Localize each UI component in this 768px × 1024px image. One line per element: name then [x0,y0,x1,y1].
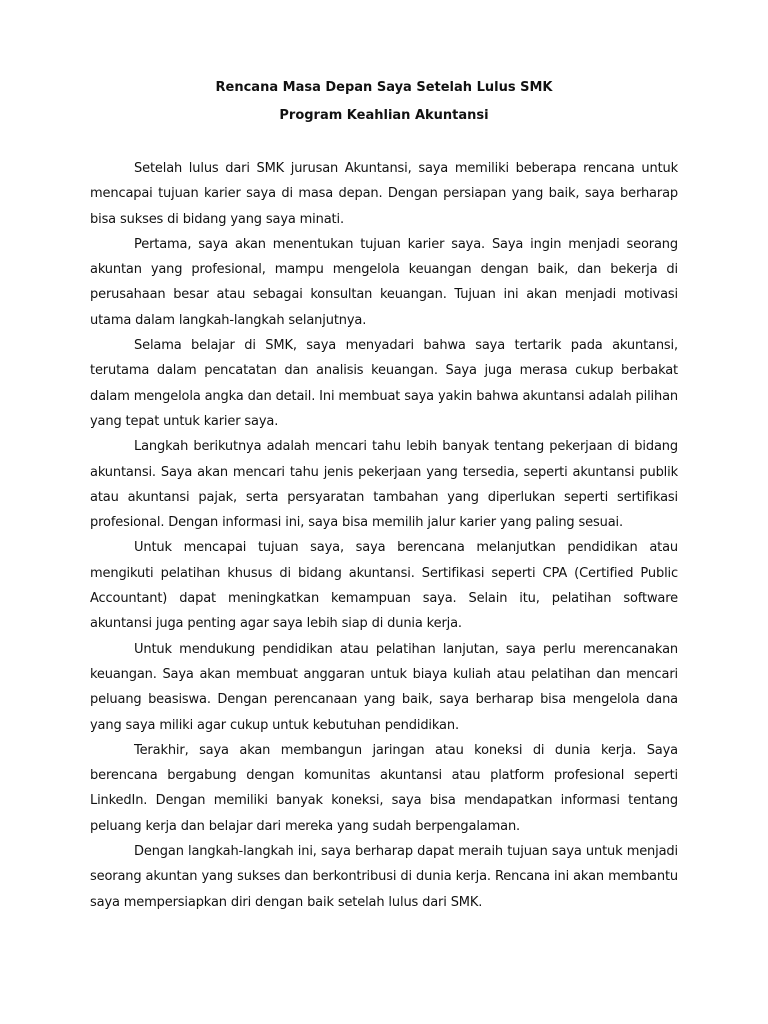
document-title: Rencana Masa Depan Saya Setelah Lulus SMK [215,80,553,95]
paragraph-networking: Terakhir, saya akan membangun jaringan atau koneksi di dunia kerja. Saya berencana bergabung dengan komunitas akuntansi atau platform profesional seperti LinkedIn. Dengan memiliki banyak koneksi, saya bisa mendapatkan informasi tentang peluang kerja dan belajar dari mereka yang sudah berpengalaman. [90,742,678,834]
document-page [90,74,678,915]
paragraph-job-research: Langkah berikutnya adalah mencari tahu lebih banyak tentang pekerjaan di bidang akuntansi. Saya akan mencari tahu jenis pekerjaan yang tersedia, seperti akuntansi publik atau akuntansi pajak, serta persyaratan tambahan yang diperlukan seperti sertifikasi profesional. Dengan informasi ini, saya bisa memilih jalur karier yang paling sesuai. [90,439,678,531]
paragraph-career-goal: Pertama, saya akan menentukan tujuan karier saya. Saya ingin menjadi seorang akuntan yang profesional, mampu mengelola keuangan dengan baik, dan bekerja di perusahaan besar atau sebagai konsultan keuangan. Tujuan ini akan menjadi motivasi utama dalam langkah-langkah selanjutnya. [90,236,678,328]
title-spacer [90,130,678,156]
paragraph-education: Untuk mencapai tujuan saya, saya berencana melanjutkan pendidikan atau mengikuti pelatihan khusus di bidang akuntansi. Sertifikasi seperti CPA (Certified Public Accountant) dapat meningkatkan kemampuan saya. Selain itu, pelatihan software akuntansi juga penting agar saya lebih siap di dunia kerja. [90,540,678,632]
paragraph-intro: Setelah lulus dari SMK jurusan Akuntansi, saya memiliki beberapa rencana untuk mencapai tujuan karier saya di masa depan. Dengan persiapan yang baik, saya berharap bisa sukses di bidang yang saya minati. [90,161,678,227]
paragraph-finance-plan: Untuk mendukung pendidikan atau pelatihan lanjutan, saya perlu merencanakan keuangan. Saya akan membuat anggaran untuk biaya kuliah atau pelatihan dan mencari peluang beasiswa. Dengan perencanaan yang baik, saya berharap bisa mengelola dana yang saya miliki agar cukup untuk kebutuhan pendidikan. [90,641,678,733]
paragraph-interest: Selama belajar di SMK, saya menyadari bahwa saya tertarik pada akuntansi, terutama dalam pencatatan dan analisis keuangan. Saya juga merasa cukup berbakat dalam mengelola angka dan detail. Ini membuat saya yakin bahwa akuntansi adalah pilihan yang tepat untuk karier saya. [90,338,678,429]
paragraph-conclusion: Dengan langkah-langkah ini, saya berharap dapat meraih tujuan saya untuk menjadi seorang akuntan yang sukses dan berkontribusi di dunia kerja. Rencana ini akan membantu saya mempersiapkan diri dengan baik setelah lulus dari SMK. [90,844,678,910]
document-subtitle: Program Keahlian Akuntansi [279,108,489,123]
